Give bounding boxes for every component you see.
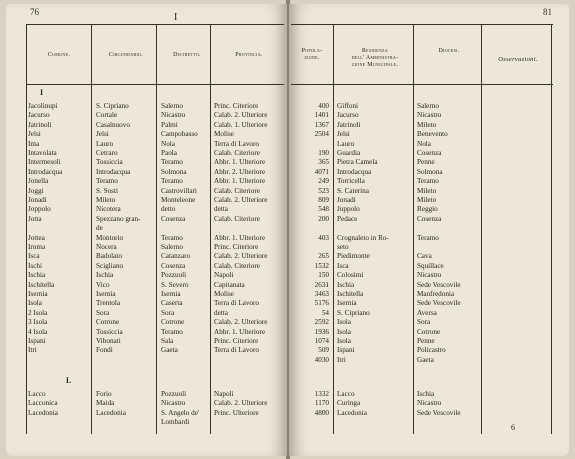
table-cell: Intavolata (28, 149, 57, 157)
table-cell: 1367 (314, 120, 329, 129)
table-cell: 400 (318, 102, 329, 110)
table-cell: Lacedonia (28, 408, 58, 417)
column-divider (156, 24, 157, 434)
table-cell: Caserta (161, 299, 183, 308)
table-cell: Penne (417, 158, 435, 167)
table-cell: Terra di Lavoro (214, 139, 259, 148)
table-cell: S. Cipriano (96, 102, 129, 110)
table-cell: 200 (318, 214, 329, 223)
column-header: Distretto. (173, 52, 201, 58)
table-cell: Jatrinoli (337, 120, 361, 129)
table-cell: Vico (96, 280, 110, 289)
table-cell: 523 (318, 186, 329, 195)
table-cell: Palmi (161, 120, 178, 129)
table-cell: Ischia (28, 271, 46, 280)
table-cell: Ischitella (337, 290, 364, 298)
table-cell: Teramo (161, 177, 183, 186)
table-cell: 265 (318, 252, 329, 261)
table-cell: Monteleone (161, 196, 196, 204)
table-cell: Ischitella (28, 280, 55, 289)
table-cell: Sala (161, 337, 174, 345)
table-cell: Abbr. 1. Ulteriore (214, 177, 266, 186)
table-cell: Itri (337, 355, 346, 364)
table-cell: Lauro (96, 139, 114, 148)
table-cell: Colosimi (337, 271, 364, 280)
column-divider (413, 24, 414, 434)
table-cell: Casalnuovo (96, 120, 130, 129)
table-cell: Solmona (161, 167, 187, 176)
right-page-footer-mark: 6 (511, 423, 515, 432)
table-cell: Nicastro (417, 111, 442, 120)
table-cell: Policastro (417, 346, 446, 355)
column-divider (333, 24, 334, 434)
table-top-rule (291, 24, 553, 25)
left-page-number: 76 (30, 7, 39, 17)
table-cell: Isola (28, 299, 42, 308)
table-cell: Jonadi (28, 196, 47, 204)
table-cell: Tossiccia (96, 158, 123, 167)
table-cell: Molise (214, 130, 234, 139)
table-cell: Spezzano gran- (96, 214, 141, 223)
table-header-rule (26, 84, 284, 85)
table-cell: Princ. Citeriore (214, 243, 259, 251)
table-cell: Pedace (337, 214, 358, 223)
table-cell: Trentola (96, 299, 121, 308)
table-cell: Sora (417, 318, 431, 327)
table-cell: Isernia (161, 290, 181, 298)
table-cell: Jonadi (337, 196, 356, 204)
table-cell: 4071 (314, 167, 329, 176)
column-divider (210, 24, 211, 434)
table-cell: Catanzaro (161, 252, 191, 261)
table-cell: 403 (318, 233, 329, 242)
table-cell: Ischia (417, 390, 435, 398)
table-cell: Joppolo (28, 205, 51, 214)
column-divider (91, 24, 92, 434)
table-cell: Aversa (417, 308, 437, 317)
table-cell: Cortale (96, 111, 118, 120)
table-cell: Cetraro (96, 149, 118, 157)
table-cell: 809 (318, 196, 329, 204)
table-cell: Giffoni (337, 102, 359, 110)
table-cell: Lauro (337, 139, 355, 148)
column-header: Provincia. (235, 52, 263, 58)
table-cell: 1936 (314, 327, 329, 336)
table-cell: Calab. 2. Ulteriore (214, 399, 268, 408)
table-cell: Nicastro (161, 111, 186, 120)
table-cell: Jatrinoli (28, 120, 52, 129)
table-cell: 2592 (314, 318, 329, 327)
table-cell: Nicastro (161, 399, 186, 408)
table-cell: 2631 (314, 280, 329, 289)
table-cell: 190 (318, 149, 329, 157)
table-cell: Jacurso (28, 111, 50, 120)
table-cell: Isernia (96, 290, 116, 298)
table-cell: Jacurso (337, 111, 359, 120)
table-cell: 365 (318, 158, 329, 167)
table-cell: Abbr. 1. Ulteriore (214, 158, 266, 167)
table-cell: Castrovillari (161, 186, 197, 195)
table-cell: Ispani (28, 337, 46, 345)
table-cell: Molise (214, 290, 234, 298)
table-cell: Calab. Citeriore (214, 186, 260, 195)
table-cell: Nicastro (417, 399, 442, 408)
table-cell: 1401 (314, 111, 329, 120)
table-cell: Teramo (96, 177, 118, 186)
table-cell: S. Caterina (337, 186, 369, 195)
table-cell: Calab. Citeriore (214, 149, 260, 157)
table-cell: Forio (96, 390, 112, 398)
column-header: Osservazioni. (498, 56, 538, 63)
table-top-rule (26, 24, 284, 25)
column-header: Diocesi. (438, 48, 460, 54)
column-divider (551, 24, 552, 434)
table-cell: 1332 (314, 390, 329, 398)
table-cell: Pozzuoli (161, 271, 187, 280)
table-cell: Paola (161, 149, 177, 157)
table-cell: Torricella (337, 177, 365, 186)
table-cell: S. Angelo de' (161, 408, 200, 417)
table-cell: Calab. 2. Ulteriore (214, 196, 268, 204)
table-cell: Capitanata (214, 280, 245, 289)
table-cell: Calab. 2. Ulteriore (214, 252, 268, 261)
table-cell: Scigliano (96, 261, 124, 270)
table-cell: 4800 (314, 408, 329, 417)
table-cell: Manfredonia (417, 290, 455, 298)
section-heading: L (66, 376, 72, 385)
table-cell: detta (214, 308, 228, 317)
table-cell: Joppolo (337, 205, 360, 214)
table-cell: 249 (318, 177, 329, 186)
table-cell: Solmona (417, 167, 443, 176)
table-cell: Jottea (28, 233, 45, 242)
table-cell: Teramo (161, 233, 183, 242)
table-cell: Vibonati (96, 337, 121, 345)
table-cell: Ispani (337, 346, 355, 355)
table-cell: Guardia (337, 149, 361, 157)
right-page-number: 81 (543, 7, 552, 17)
table-cell: detta (214, 205, 228, 214)
table-cell: Jelsi (337, 130, 350, 139)
table-cell: 2 Isola (28, 308, 48, 317)
table-cell: Montorio (96, 233, 124, 242)
table-cell: Crognaleto in Ro- (337, 233, 389, 242)
table-cell: Calab. Citeriore (214, 214, 260, 223)
table-cell: Pozzuoli (161, 390, 187, 398)
table-cell: Salerno (161, 102, 183, 110)
column-divider (481, 24, 482, 434)
table-cell: Isernia (28, 290, 48, 298)
table-cell: Lacconica (28, 399, 58, 408)
table-cell: Abbr. 2. Ulteriore (214, 167, 266, 176)
table-cell: Benevento (417, 130, 448, 139)
table-cell: Nola (417, 139, 431, 148)
table-cell: Napoli (214, 390, 234, 398)
table-cell: Ima (28, 139, 40, 148)
table-cell: Sede Vescovile (417, 408, 461, 417)
table-cell: Terra di Lavoro (214, 299, 259, 308)
table-cell: 3 Isola (28, 318, 48, 327)
table-cell: Cotrone (417, 327, 441, 336)
column-header: Comune. (47, 52, 71, 58)
table-cell: S. Cipriano (337, 308, 370, 317)
table-cell: 548 (318, 205, 329, 214)
table-cell: Ischia (96, 271, 114, 280)
column-header: Circondario. (108, 52, 144, 58)
table-cell: Mileto (417, 186, 437, 195)
table-cell: 2504 (314, 130, 329, 139)
table-cell: Abbr. 1. Ulteriore (214, 327, 266, 336)
table-cell: Cava (417, 252, 432, 261)
table-cell: Abbr. 1. Ulteriore (214, 233, 266, 242)
table-cell: Jonella (28, 177, 49, 186)
table-cell: Salerno (417, 102, 439, 110)
table-cell: Cosenza (417, 214, 442, 223)
table-cell: Cosenza (417, 149, 442, 157)
table-cell: Isola (337, 318, 351, 327)
table-cell: Mileto (96, 196, 116, 204)
table-cell: Calab. 2. Ulteriore (214, 318, 268, 327)
table-cell: Sede Vescovile (417, 299, 461, 308)
table-cell: Calab. Citeriore (214, 261, 260, 270)
table-cell: Ischi (28, 261, 42, 270)
table-cell: Sora (96, 308, 110, 317)
table-cell: Penne (417, 337, 435, 345)
table-left-border (26, 24, 27, 434)
table-cell: Teramo (417, 233, 439, 242)
table-cell: Itri (28, 346, 37, 355)
table-cell: Jelsi (28, 130, 41, 139)
table-cell: Badolato (96, 252, 122, 261)
table-cell: detto (161, 205, 176, 214)
table-cell: Intermesoli (28, 158, 61, 167)
table-cell: Isola (337, 327, 351, 336)
table-cell: Nocera (96, 243, 117, 251)
table-cell: Teramo (161, 158, 183, 167)
table-cell: Mileto (417, 196, 437, 204)
table-cell: 1532 (314, 261, 329, 270)
table-cell: Salerno (161, 243, 183, 251)
table-cell: 3463 (314, 290, 329, 298)
table-cell: Jotta (28, 214, 42, 223)
table-cell: Calab. 1. Ulteriore (214, 120, 268, 129)
table-cell: Teramo (417, 177, 439, 186)
table-cell: Isca (337, 261, 349, 270)
table-cell: S. Sosti (96, 186, 118, 195)
table-cell: Sora (161, 308, 175, 317)
table-cell: Curinga (337, 399, 361, 408)
column-header: Popola- zione. (301, 48, 323, 61)
table-cell: Isca (28, 252, 40, 261)
table-cell: 54 (321, 308, 329, 317)
table-cell: Nicotera (96, 205, 121, 214)
left-page (6, 4, 287, 456)
table-cell: Cosenza (161, 261, 186, 270)
column-header: Residenza dell' Amministra- zione Municipale. (351, 48, 399, 68)
table-header-rule (291, 84, 553, 85)
table-cell: Princ. Citeriore (214, 337, 259, 345)
table-cell: Princ. Citeriore (214, 102, 259, 110)
table-cell: Iroma (28, 243, 46, 251)
table-cell: Sede Vescovile (417, 280, 461, 289)
table-cell: Isola (337, 337, 351, 345)
right-page (289, 4, 569, 456)
table-cell: Cosenza (161, 214, 186, 223)
table-cell: Mileto (417, 120, 437, 129)
table-cell: Introdacqua (96, 167, 131, 176)
table-cell: Gaeta (161, 346, 178, 355)
table-cell: Fondi (96, 346, 113, 355)
table-cell: 509 (318, 346, 329, 355)
table-cell: seto (337, 243, 349, 251)
table-cell: Calab. 2. Ulteriore (214, 111, 268, 120)
table-cell: Joggi (28, 186, 44, 195)
table-cell: 1170 (314, 399, 329, 408)
table-cell: Gaeta (417, 355, 434, 364)
table-cell: Jacolinupi (28, 102, 58, 110)
table-cell: Isernia (337, 299, 357, 308)
table-cell: Jelsi (96, 130, 109, 139)
table-cell: de (96, 224, 103, 233)
table-cell: Nicastro (417, 271, 442, 280)
table-cell: Tossiccia (96, 327, 123, 336)
table-cell: Introdacqua (28, 167, 63, 176)
table-cell: Cotrone (96, 318, 120, 327)
table-cell: S. Severo (161, 280, 189, 289)
table-cell: Introdacqua (337, 167, 372, 176)
table-cell: Cotrone (161, 318, 185, 327)
table-cell: 4030 (314, 355, 329, 364)
table-cell: Maida (96, 399, 115, 408)
left-page-section-letter: I (174, 12, 178, 23)
table-cell: Campobasso (161, 130, 198, 139)
table-cell: Napoli (214, 271, 234, 280)
table-cell: Nola (161, 139, 175, 148)
table-cell: 5176 (314, 299, 329, 308)
table-cell: Teramo (161, 327, 183, 336)
table-cell: Squillace (417, 261, 444, 270)
table-cell: Terra di Lavoro (214, 346, 259, 355)
table-cell: Lacedonia (337, 408, 367, 417)
table-cell: Lacedonia (96, 408, 126, 417)
table-cell: Pietra Camela (337, 158, 378, 167)
table-cell: Piedimonte (337, 252, 370, 261)
table-cell: Lombardi (161, 418, 190, 427)
section-heading: I (40, 88, 44, 97)
table-cell: Lacco (337, 390, 355, 398)
table-cell: Lacco (28, 390, 46, 398)
table-cell: Princ. Ulteriore (214, 408, 259, 417)
table-cell: Ischia (337, 280, 355, 289)
table-cell: 150 (318, 271, 329, 280)
table-cell: 1074 (314, 337, 329, 345)
table-cell: Reggio (417, 205, 438, 214)
table-cell: 4 Isola (28, 327, 48, 336)
